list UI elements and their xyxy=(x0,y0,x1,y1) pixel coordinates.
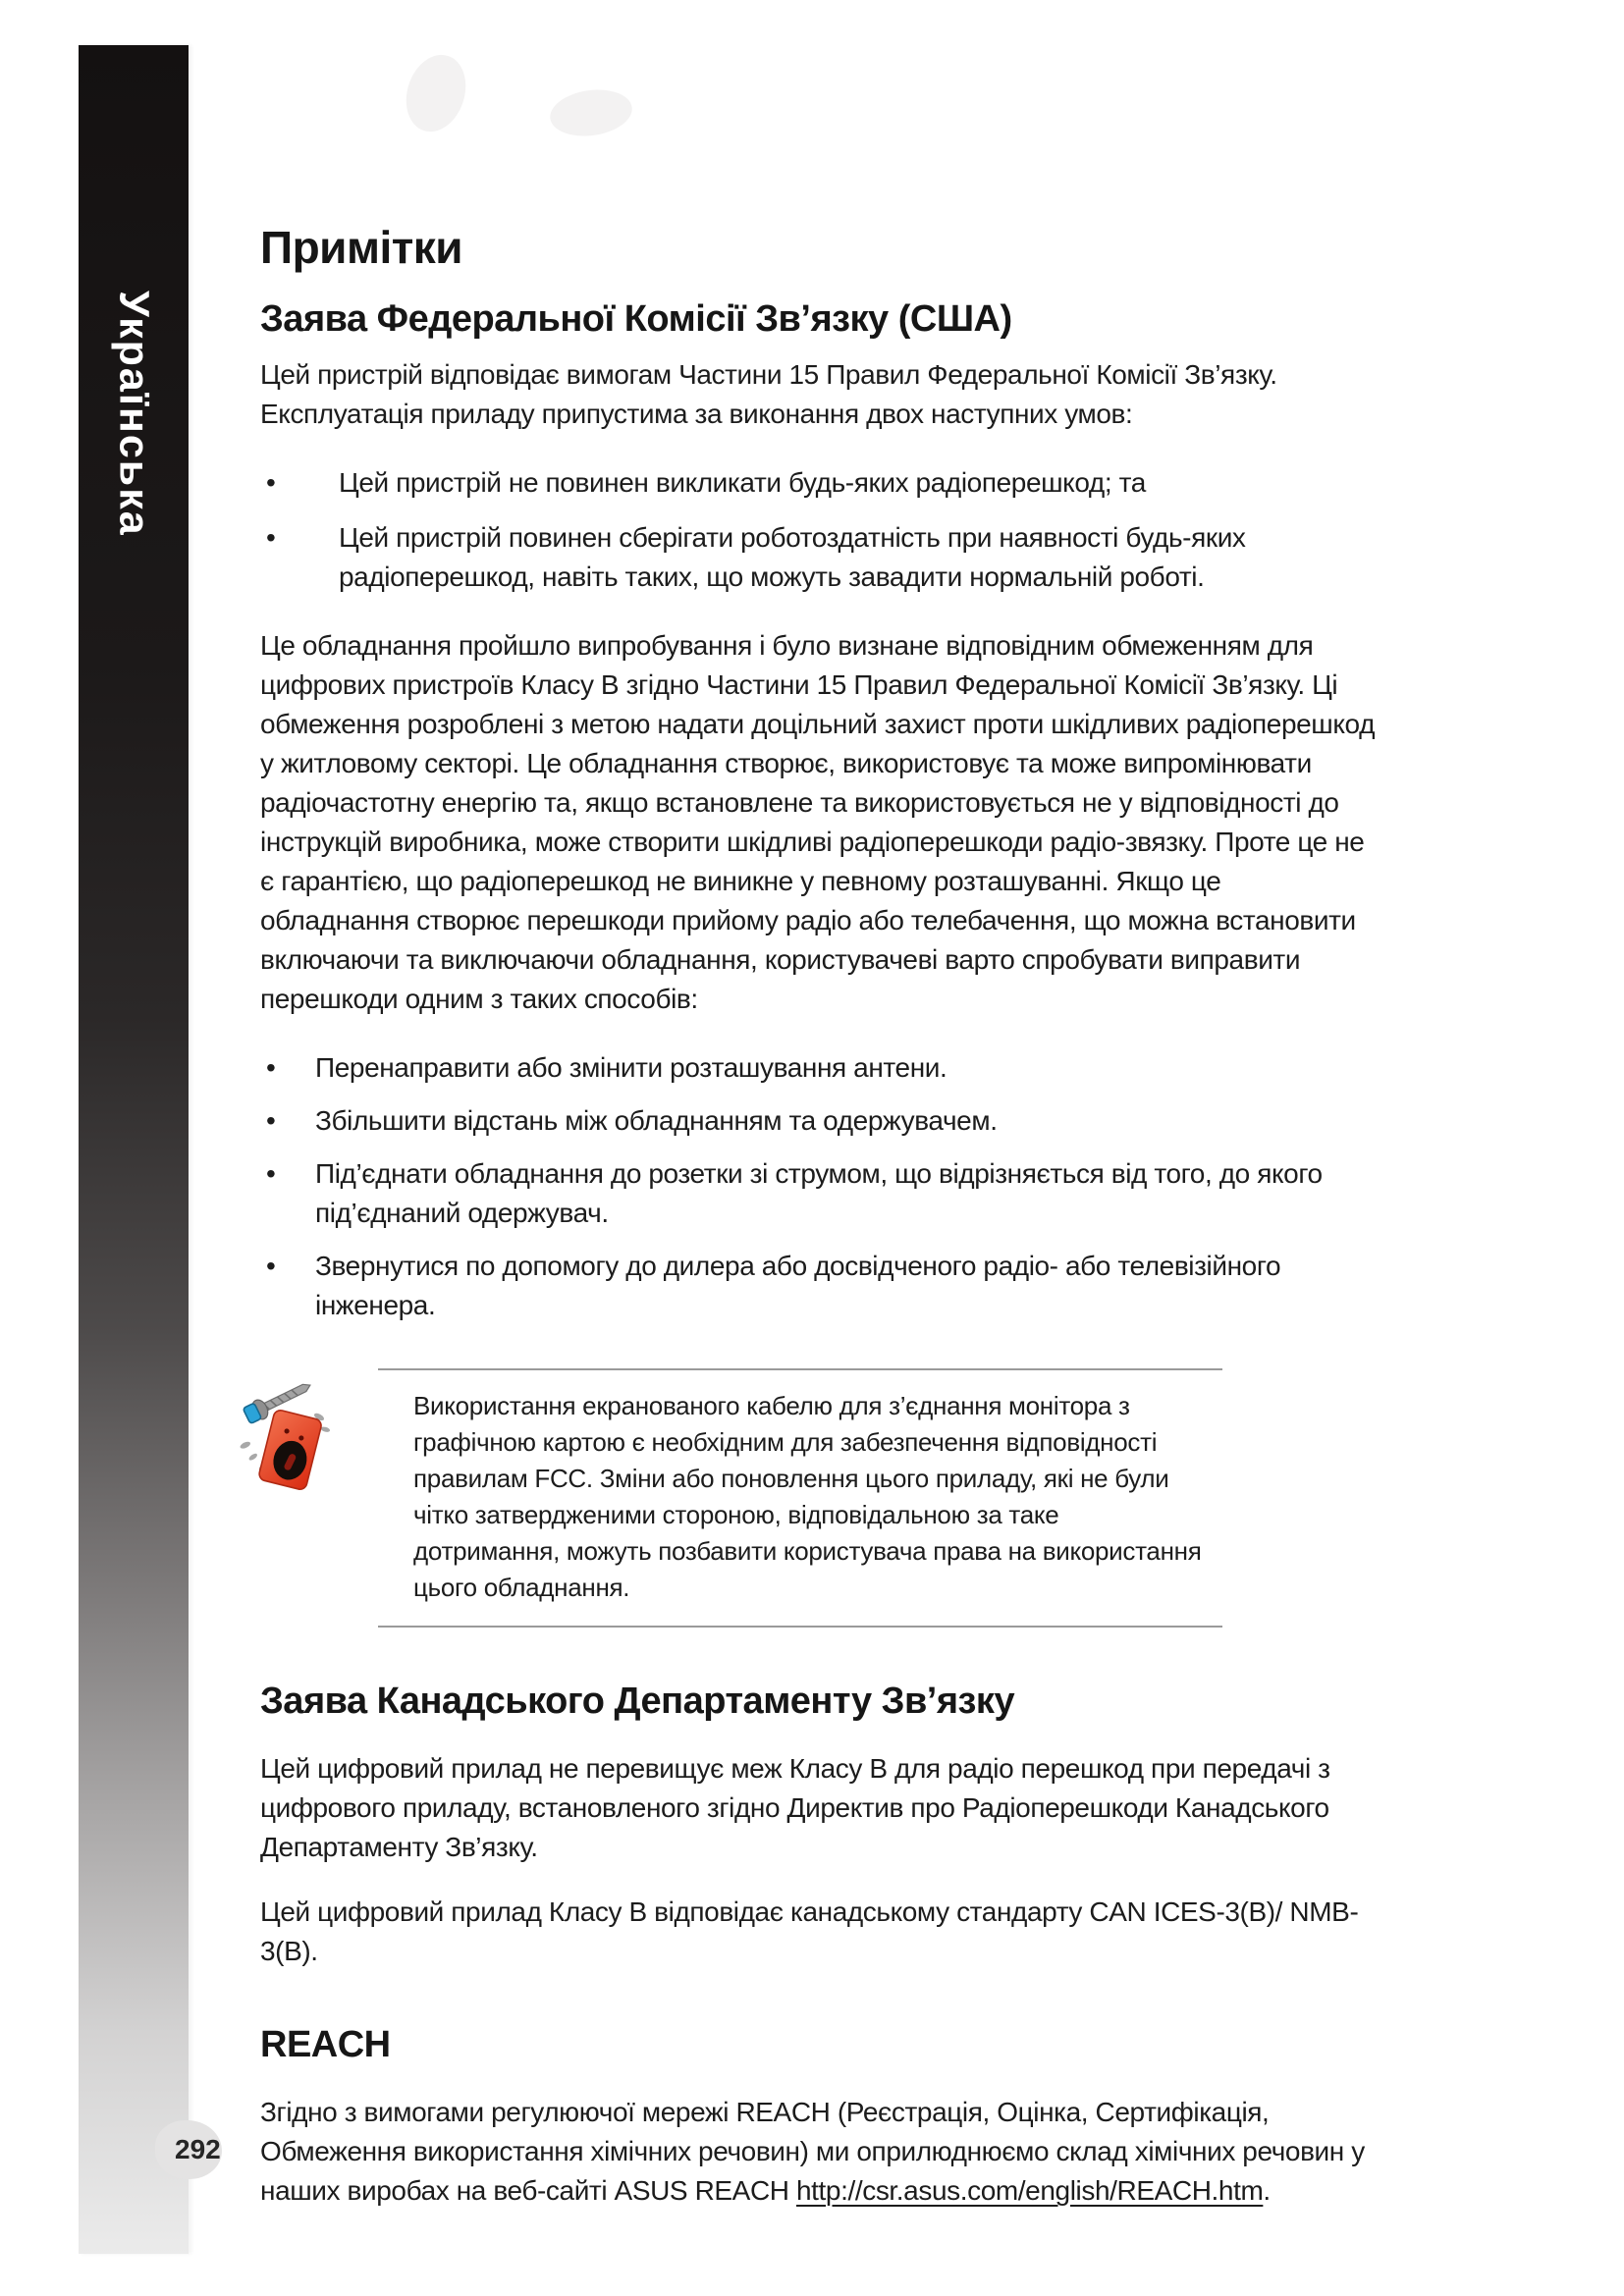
fcc-note-box xyxy=(378,1368,1222,1628)
list-item xyxy=(260,1154,1375,1233)
bullet-marker: • xyxy=(266,1158,276,1189)
scan-smudge xyxy=(547,84,635,140)
reach-heading: REACH xyxy=(260,2024,391,2065)
page-number: 292 xyxy=(175,2134,221,2164)
reach-para-text: Згідно з вимогами регулюючої мережі REACH (Реєстрація, Оцінка, Сертифікація, Обмеження використання хімічних речовин) ми оприлюднюємо склад хімічних речовин у наших виробах на веб-сайті ASUS REACH xyxy=(260,2097,1365,2206)
list-item-text: Перенаправити або змінити розташування антени. xyxy=(315,1052,947,1083)
fcc-note-text: Використання екранованого кабелю для з’єднання монітора з графічною картою є необхідним для забезпечення відповідності правилам FCC. Зміни або поновлення цього приладу, які не були чітко затвердженими стороною, відповідальною за таке дотримання, можуть позбавити користувача права на використання цього обладнання. xyxy=(413,1391,1202,1602)
fcc-remedies-list xyxy=(260,1048,1375,1325)
bullet-marker: • xyxy=(266,522,276,553)
section-fcc xyxy=(260,296,1375,1628)
language-sidebar xyxy=(79,45,189,2254)
bullet-marker: • xyxy=(266,1052,276,1083)
page-title: Примітки xyxy=(260,222,463,273)
list-item-text: Цей пристрій не повинен викликати будь-яких радіоперешкод; та xyxy=(339,467,1146,498)
section-reach xyxy=(260,2022,1375,2211)
bullet-marker: • xyxy=(266,1105,276,1136)
fcc-intro: Цей пристрій відповідає вимогам Частини 15 Правил Федеральної Комісії Зв’язку. Експлуатація приладу припустима за виконання двох наступних умов: xyxy=(260,359,1277,429)
page-content xyxy=(260,222,1375,2211)
section-canada xyxy=(260,1679,1375,1971)
list-item xyxy=(260,518,1375,597)
list-item-text: Під’єднати обладнання до розетки зі струмом, що відрізняється від того, до якого під’єднаний одержувач. xyxy=(315,1158,1323,1228)
list-item-text: Збільшити відстань між обладнанням та одержувачем. xyxy=(315,1105,998,1136)
fcc-body: Це обладнання пройшло випробування і було визнане відповідним обмеженням для цифрових пристроїв Класу В згідно Частини 15 Правил Федеральної Комісії Зв’язку. Ці обмеження розроблені з метою надати доцільний захист проти шкідливих радіоперешкод у житловому секторі. Це обладнання створює, використовує та може випромінювати радіочастотну енергію та, якщо встановлене та використовується не у відповідності до інструкцій виробника, може створити шкідливі радіоперешкоди радіо-звязку. Проте це не є гарантією, що радіоперешкод не виникне у певному розташуванні. Якщо це обладнання створює перешкоди прийому радіо або телебачення, що можна встановити включаючи та виключаючи обладнання, користувачеві варто спробувати виправити перешкоди одним з таких способів: xyxy=(260,630,1376,1014)
bullet-marker: • xyxy=(266,467,276,498)
list-item-text: Звернутися по допомогу до дилера або досвідченого радіо- або телевізійного інженера. xyxy=(315,1251,1281,1320)
language-label: Українська xyxy=(110,291,158,537)
canada-para2: Цей цифровий прилад Класу В відповідає канадському стандарту CAN ICES-3(B)/ NMB-3(B). xyxy=(260,1896,1359,1966)
reach-para xyxy=(260,2093,1375,2211)
list-item xyxy=(260,463,1375,503)
list-item xyxy=(260,1101,1375,1141)
canada-para1: Цей цифровий прилад не перевищує меж Класу В для радіо перешкод при передачі з цифрового приладу, встановленого згідно Директив про Радіоперешкоди Канадського Департаменту Зв’язку. xyxy=(260,1753,1330,1862)
graphics-card-warning-icon xyxy=(233,1378,335,1498)
list-item-text: Цей пристрій повинен сберігати роботоздатність при наявності будь-яких радіоперешкод, навіть таких, що можуть завадити нормальній роботі. xyxy=(339,522,1246,592)
scan-smudge xyxy=(397,47,475,139)
reach-file-link[interactable]: REACH.htm xyxy=(1116,2175,1264,2206)
list-item xyxy=(260,1048,1375,1088)
fcc-heading: Заява Федеральної Комісії Зв’язку (США) xyxy=(260,298,1012,340)
reach-url-link[interactable]: http://csr.asus.com/english/ xyxy=(795,2175,1117,2206)
canada-heading: Заява Канадського Департаменту Зв’язку xyxy=(260,1681,1015,1722)
fcc-conditions-list xyxy=(260,463,1375,597)
list-item xyxy=(260,1247,1375,1325)
reach-para-period: . xyxy=(1263,2175,1271,2206)
bullet-marker: • xyxy=(266,1251,276,1281)
